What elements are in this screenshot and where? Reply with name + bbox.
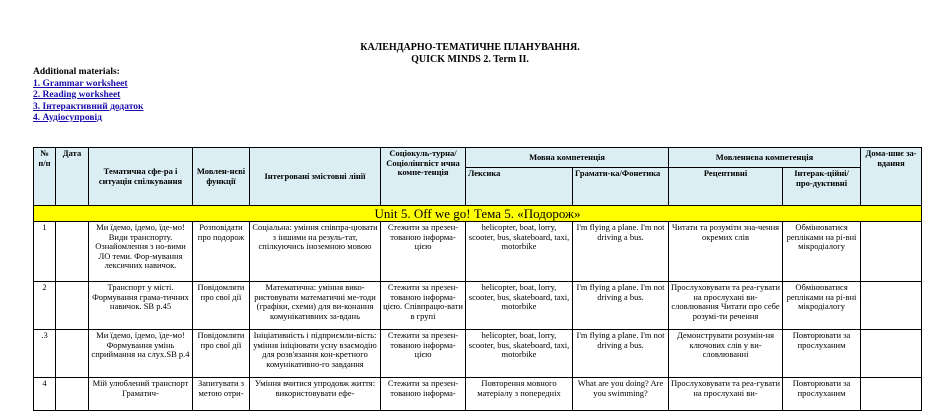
cell-date	[56, 330, 89, 378]
cell-functions: Повідомляти про свої дії	[193, 282, 250, 330]
table-row	[34, 222, 922, 282]
cell-grammar: What are you doing? Are you swimming?	[573, 378, 669, 411]
cell-date	[56, 222, 89, 282]
cell-lexis: Повторення мовного матеріалу з попередніх	[466, 378, 573, 411]
col-sociocultural: Соціокуль-турна/ Соціолінгвіст ична компе-тенція	[381, 148, 466, 206]
col-speech: Мовленнєва компетенція	[669, 148, 861, 168]
cell-functions: Повідомляти про свої дії	[193, 330, 250, 378]
cell-sociocultural: Стежити за презен-тованою інформа-цією	[381, 330, 466, 378]
col-functions: Мовлен-нєві функції	[193, 148, 250, 206]
col-homework: Дома-шнє за-вдання	[861, 148, 922, 206]
col-receptive: Рецептивні	[669, 168, 783, 206]
cell-homework	[861, 282, 922, 330]
col-topic: Тематична сфе-ра і ситуація спілкування	[89, 148, 193, 206]
cell-num: 1	[34, 222, 56, 282]
additional-materials	[33, 67, 143, 125]
table-row	[34, 282, 922, 330]
cell-sociocultural: Стежити за презен-тованою інформа-цією	[381, 222, 466, 282]
additional-heading: Additional materials:	[33, 67, 120, 77]
cell-grammar: I'm flying a plane. I'm not driving a bus.	[573, 222, 669, 282]
col-integrated: Інтегровані змістовні лінії	[250, 148, 381, 206]
planning-table	[33, 147, 922, 411]
cell-num: .3	[34, 330, 56, 378]
col-grammar: Грамати-ка/Фонетика	[573, 168, 669, 206]
cell-receptive: Прослуховувати та реа-гувати на прослухані ви-словлювання Читати про себе розумі-ти речення	[669, 282, 783, 330]
cell-lexis: helicopter, boat, lorry, scooter, bus, skateboard, taxi, motorbike	[466, 330, 573, 378]
reading-worksheet-link[interactable]: 2. Reading worksheet	[33, 90, 121, 100]
cell-interactive: Повторювати за прослуханим	[783, 378, 861, 411]
cell-interactive: Обмінюватися репліками на рі-вні мікродіалогу	[783, 222, 861, 282]
cell-sociocultural: Стежити за презен-тованою інформа-	[381, 378, 466, 411]
cell-functions: Запитувати з метою отри-	[193, 378, 250, 411]
cell-homework	[861, 378, 922, 411]
page-title: КАЛЕНДАРНО-ТЕМАТИЧНЕ ПЛАНУВАННЯ.	[360, 42, 580, 53]
cell-date	[56, 282, 89, 330]
interactive-addon-link[interactable]: 3. Інтерактивний додаток	[33, 101, 144, 112]
cell-sociocultural: Стежити за презен-тованою інформа-цією. Співпрацю-вати в групі	[381, 282, 466, 330]
page-subtitle: QUICK MINDS 2. Term II.	[411, 54, 529, 65]
cell-interactive: Повторювати за прослуханим	[783, 330, 861, 378]
cell-grammar: I'm flying a plane. I'm not driving a bus.	[573, 330, 669, 378]
cell-num: 2	[34, 282, 56, 330]
cell-date	[56, 378, 89, 411]
cell-topic: Транспорт у місті. Формування грама-тичних навичок. SB p.45	[89, 282, 193, 330]
cell-integrated: Уміння вчитися упродовж життя: використовувати ефе-	[250, 378, 381, 411]
cell-receptive: Читати та розуміти зна-чення окремих слів	[669, 222, 783, 282]
cell-lexis: helicopter, boat, lorry, scooter, bus, skateboard, taxi, motorbike	[466, 282, 573, 330]
cell-grammar: I'm flying a plane. I'm not driving a bus.	[573, 282, 669, 330]
cell-integrated: Ініціативність і підприємли-вість: уміння ініціювати усну взаємодію для розв'язання кон-кретного комунікативно-го завдання	[250, 330, 381, 378]
cell-lexis: helicopter, boat, lorry, scooter, bus, skateboard, taxi, motorbike	[466, 222, 573, 282]
cell-integrated: Математична: уміння вико-ристовувати математичні ме-тоди (графіки, схеми) для ви-конання комунікативних за-вдань	[250, 282, 381, 330]
cell-homework	[861, 330, 922, 378]
cell-receptive: Демонструвати розумін-ня ключових слів у ви-словлюванні	[669, 330, 783, 378]
cell-topic: Ми їдемо, їдемо, їде-мо! Види транспорту. Ознайомлення з но-вими ЛО теми. Фор-мування лексичних навичок.	[89, 222, 193, 282]
unit-title: Unit 5. Off we go! Тема 5. «Подорож»	[34, 206, 922, 222]
cell-functions: Розповідати про подорож	[193, 222, 250, 282]
col-lexis: Лексика	[466, 168, 573, 206]
cell-interactive: Обмінюватися репліками на рі-вні мікродіалогу	[783, 282, 861, 330]
table-row	[34, 378, 922, 411]
audio-link[interactable]: 4. Аудіосупровід	[33, 113, 102, 123]
grammar-worksheet-link[interactable]: 1. Grammar worksheet	[33, 78, 128, 89]
col-num: № п/п	[34, 148, 56, 206]
cell-topic: Ми їдемо, їдемо, їде-мо! Формування умінь сприймання на слух.SB p.4	[89, 330, 193, 378]
table-row	[34, 330, 922, 378]
col-date: Дата	[56, 148, 89, 206]
cell-integrated: Соціальна: уміння співпра-цювати з іншими на резуль-тат, спілкуючись іноземною мовою	[250, 222, 381, 282]
cell-num: 4	[34, 378, 56, 411]
col-language: Мовна компетенція	[466, 148, 669, 168]
cell-receptive: Прослуховувати та реа-гувати на прослухані ви-	[669, 378, 783, 411]
col-interactive: Інтерак-ційні/ про-дуктивні	[783, 168, 861, 206]
cell-topic: Мій улюблений транспорт Граматич-	[89, 378, 193, 411]
cell-homework	[861, 222, 922, 282]
